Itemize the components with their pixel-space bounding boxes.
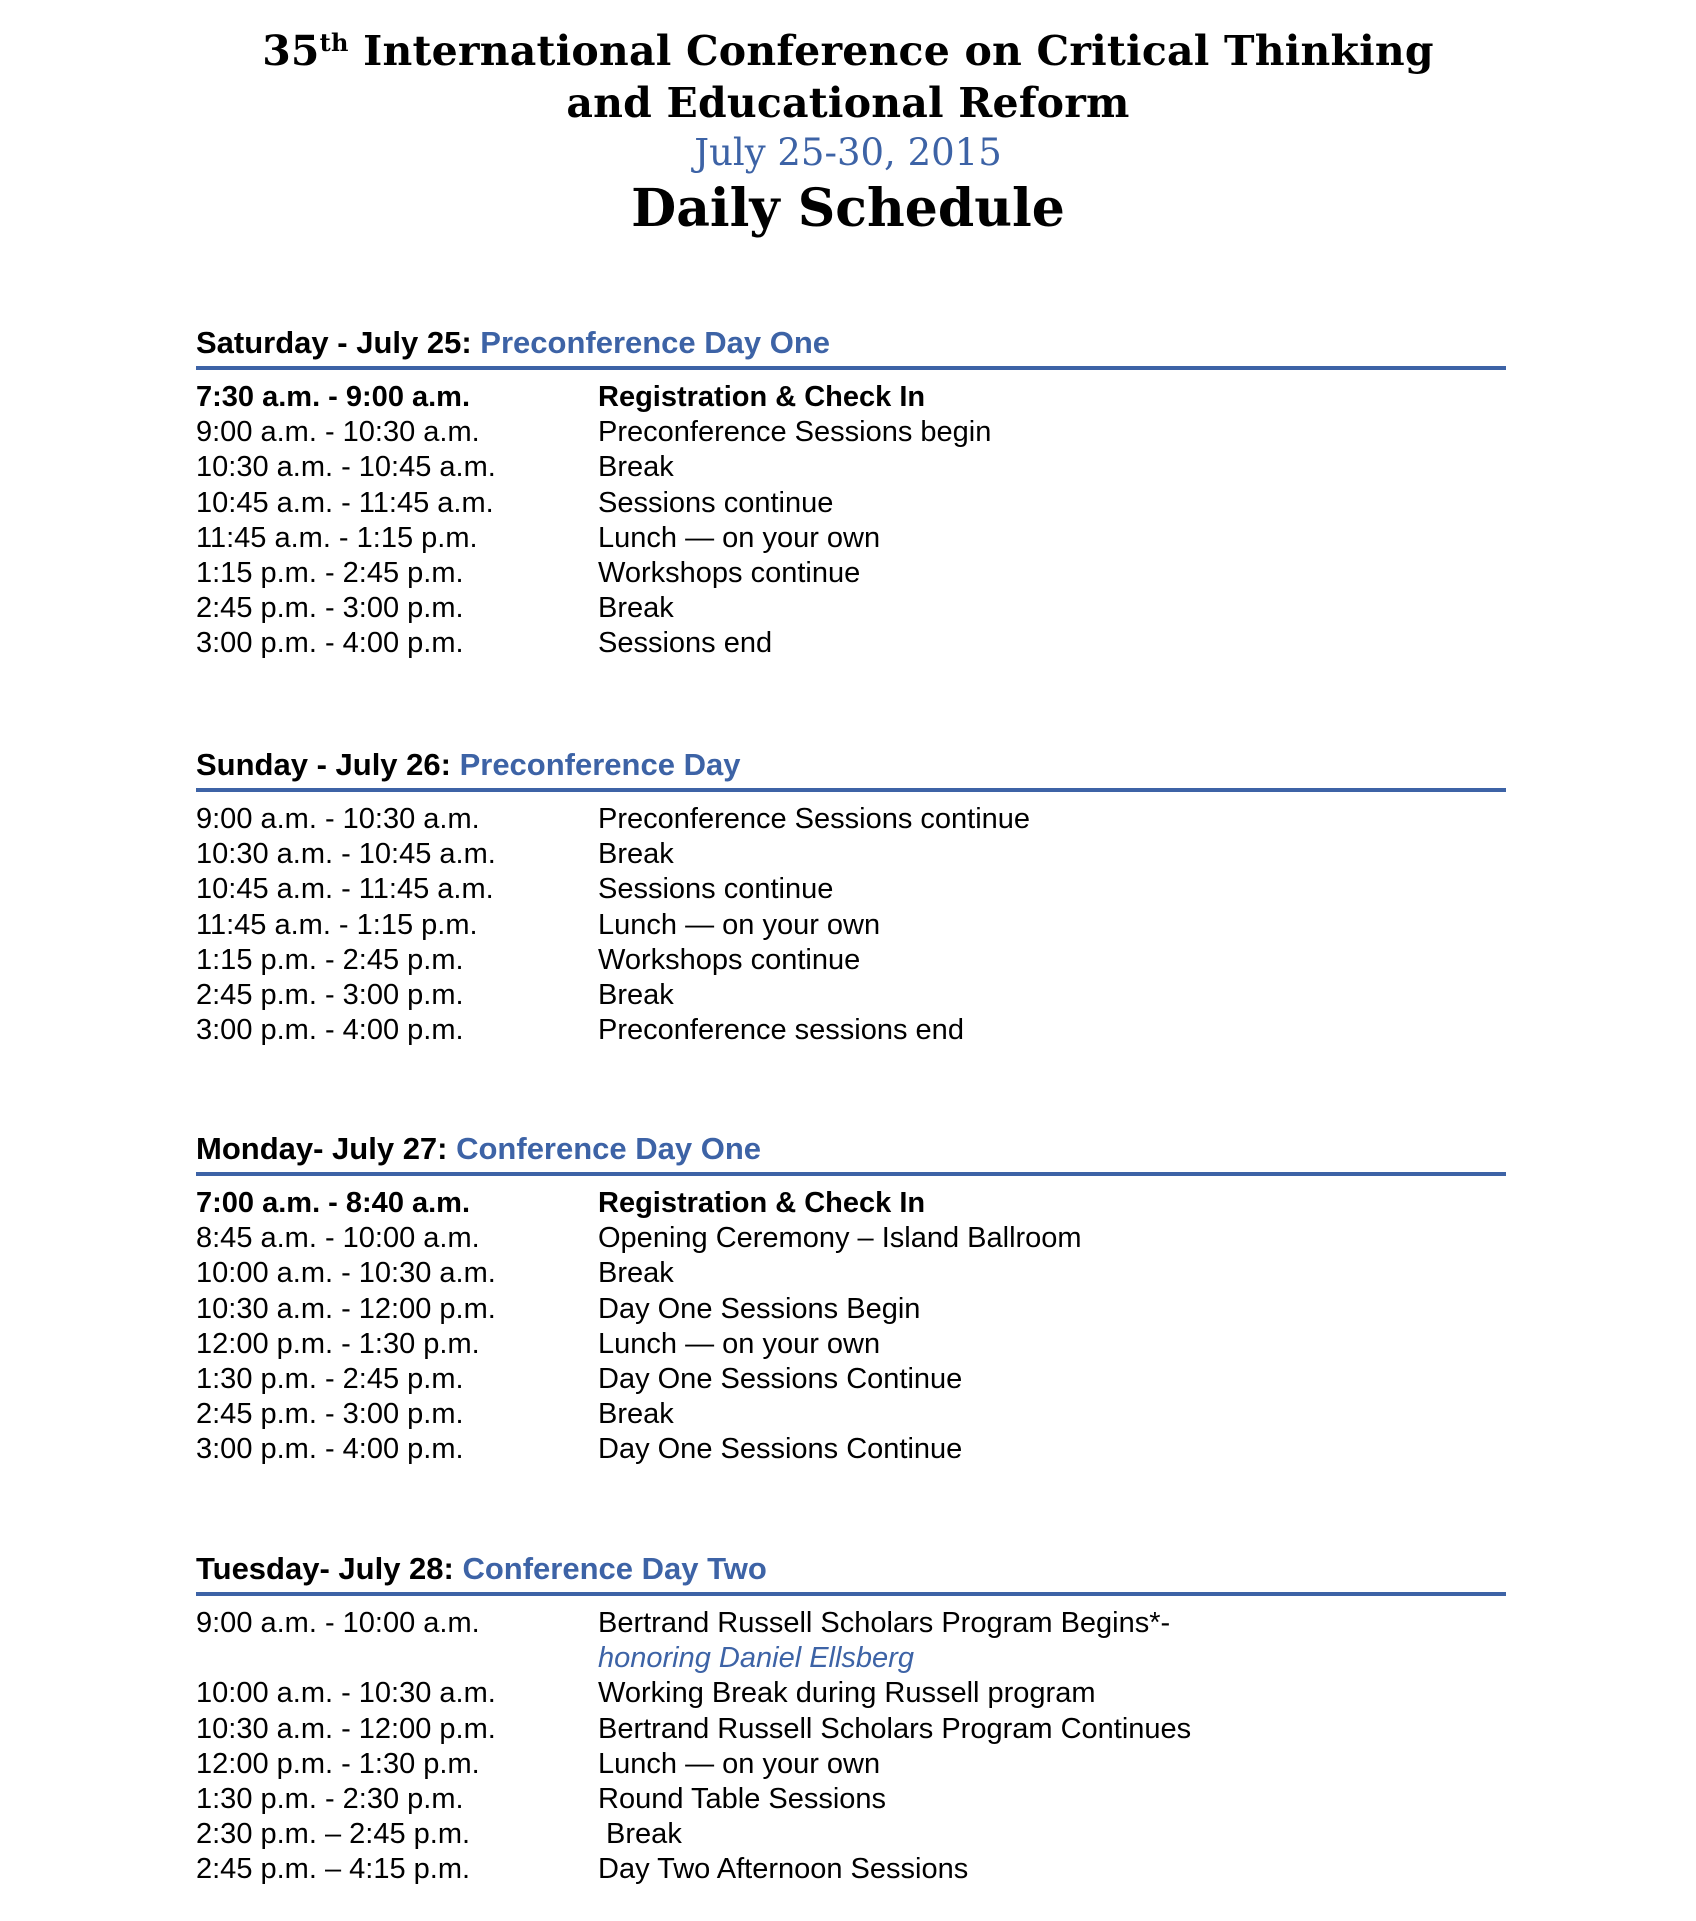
activity: Lunch — on your own xyxy=(598,521,881,554)
day-section-monday xyxy=(196,1130,1506,1468)
schedule-row xyxy=(196,450,1506,485)
schedule-row xyxy=(196,837,1506,872)
activity: Break xyxy=(598,592,674,625)
day-heading xyxy=(196,746,1506,784)
day-section-tuesday xyxy=(196,1550,1506,1888)
time-range: 8:45 a.m. - 10:00 a.m. xyxy=(196,1222,480,1255)
section-divider xyxy=(196,1592,1506,1596)
activity: Lunch — on your own xyxy=(598,1327,881,1360)
section-divider xyxy=(196,1172,1506,1176)
activity: Workshops continue xyxy=(598,557,861,590)
activity: Break xyxy=(598,1398,674,1431)
time-range: 1:15 p.m. - 2:45 p.m. xyxy=(196,943,464,976)
activity: Preconference sessions end xyxy=(598,1014,964,1047)
day-description: Conference Day Two xyxy=(462,1551,767,1586)
schedule-row xyxy=(196,1782,1506,1817)
schedule-row xyxy=(196,626,1506,661)
schedule-row xyxy=(196,1186,1506,1221)
schedule-row xyxy=(196,1327,1506,1362)
schedule-row xyxy=(196,415,1506,450)
time-range: 10:00 a.m. - 10:30 a.m. xyxy=(196,1257,496,1290)
title-line-1-text: International Conference on Critical Thinking xyxy=(348,27,1434,75)
title-ordinal-suffix: th xyxy=(319,28,349,57)
time-range: 9:00 a.m. - 10:00 a.m. xyxy=(196,1607,480,1639)
time-range: 11:45 a.m. - 1:15 p.m. xyxy=(196,908,478,941)
document-header xyxy=(0,25,1696,241)
activity-note: honoring Daniel Ellsberg xyxy=(598,1642,914,1675)
activity: Break xyxy=(598,979,674,1012)
time-range: 3:00 p.m. - 4:00 p.m. xyxy=(196,627,464,660)
time-range: 10:00 a.m. - 10:30 a.m. xyxy=(196,1677,496,1710)
time-range: 1:30 p.m. - 2:45 p.m. xyxy=(196,1363,464,1396)
schedule-row xyxy=(196,872,1506,907)
day-name: Tuesday- July 28: xyxy=(196,1551,463,1586)
activity: Bertrand Russell Scholars Program Continues xyxy=(598,1712,1192,1745)
activity: Preconference Sessions begin xyxy=(598,416,992,449)
schedule-row xyxy=(196,1221,1506,1256)
activity: Registration & Check In xyxy=(598,381,926,413)
schedule-row xyxy=(196,1397,1506,1432)
activity: Break xyxy=(598,451,674,484)
time-range: 3:00 p.m. - 4:00 p.m. xyxy=(196,1014,464,1047)
schedule-row xyxy=(196,1712,1506,1747)
section-divider xyxy=(196,788,1506,792)
day-heading xyxy=(196,1130,1506,1168)
activity: Sessions continue xyxy=(598,486,834,519)
time-range: 10:45 a.m. - 11:45 a.m. xyxy=(196,873,494,906)
activity: Registration & Check In xyxy=(598,1187,926,1219)
time-range: 7:30 a.m. - 9:00 a.m. xyxy=(196,381,471,413)
time-range: 12:00 p.m. - 1:30 p.m. xyxy=(196,1747,480,1780)
conference-title-line-1 xyxy=(0,25,1696,77)
day-name: Monday- July 27: xyxy=(196,1131,457,1166)
day-description: Preconference Day One xyxy=(480,325,831,360)
page-title: Daily Schedule xyxy=(631,178,1065,239)
time-range: 2:45 p.m. - 3:00 p.m. xyxy=(196,592,464,625)
time-range: 10:30 a.m. - 12:00 p.m. xyxy=(196,1712,496,1745)
schedule-row xyxy=(196,1676,1506,1711)
schedule-row xyxy=(196,591,1506,626)
schedule-row xyxy=(196,1292,1506,1327)
time-range: 2:45 p.m. - 3:00 p.m. xyxy=(196,1398,464,1431)
activity: Sessions end xyxy=(598,627,773,660)
time-range: 12:00 p.m. - 1:30 p.m. xyxy=(196,1327,480,1360)
day-section-sunday xyxy=(196,746,1506,1048)
title-number: 35 xyxy=(262,27,320,75)
day-name: Saturday - July 25: xyxy=(196,325,481,360)
activity: Working Break during Russell program xyxy=(598,1677,1096,1710)
time-range: 2:30 p.m. – 2:45 p.m. xyxy=(196,1818,471,1851)
activity: Opening Ceremony – Island Ballroom xyxy=(598,1222,1082,1255)
activity: Workshops continue xyxy=(598,943,861,976)
activity: Break xyxy=(598,1257,674,1290)
schedule-row xyxy=(196,943,1506,978)
schedule-row xyxy=(196,1013,1506,1048)
activity: Day Two Afternoon Sessions xyxy=(598,1853,969,1886)
schedule-row xyxy=(196,1747,1506,1782)
schedule-row xyxy=(196,380,1506,415)
schedule-row xyxy=(196,1852,1506,1887)
time-range: 10:30 a.m. - 10:45 a.m. xyxy=(196,451,496,484)
time-range: 7:00 a.m. - 8:40 a.m. xyxy=(196,1187,471,1219)
activity: Sessions continue xyxy=(598,873,834,906)
schedule-row xyxy=(196,908,1506,943)
time-range: 10:30 a.m. - 12:00 p.m. xyxy=(196,1292,496,1325)
schedule-row xyxy=(196,521,1506,556)
time-range: 11:45 a.m. - 1:15 p.m. xyxy=(196,521,478,554)
schedule-row xyxy=(196,802,1506,837)
schedule-row xyxy=(196,1432,1506,1467)
day-heading xyxy=(196,324,1506,362)
time-range: 1:15 p.m. - 2:45 p.m. xyxy=(196,557,464,590)
day-heading xyxy=(196,1550,1506,1588)
conference-title-line-2: and Educational Reform xyxy=(566,79,1130,127)
schedule-row xyxy=(196,486,1506,521)
activity: Lunch — on your own xyxy=(598,1747,881,1780)
activity: Break xyxy=(598,1818,682,1851)
time-range: 10:30 a.m. - 10:45 a.m. xyxy=(196,838,496,871)
activity xyxy=(598,1606,1506,1676)
day-section-saturday xyxy=(196,324,1506,662)
schedule-row xyxy=(196,978,1506,1013)
conference-dates: July 25-30, 2015 xyxy=(694,131,1002,174)
day-name: Sunday - July 26: xyxy=(196,747,460,782)
schedule-row xyxy=(196,1362,1506,1397)
time-range: 1:30 p.m. - 2:30 p.m. xyxy=(196,1783,464,1816)
activity: Preconference Sessions continue xyxy=(598,803,1031,835)
day-description: Preconference Day xyxy=(459,747,741,782)
time-range: 9:00 a.m. - 10:30 a.m. xyxy=(196,803,480,835)
schedule-row xyxy=(196,1817,1506,1852)
section-divider xyxy=(196,366,1506,370)
time-range: 10:45 a.m. - 11:45 a.m. xyxy=(196,486,494,519)
schedule-row xyxy=(196,1606,1506,1676)
activity-text: Bertrand Russell Scholars Program Begins*- xyxy=(598,1607,1171,1639)
time-range: 2:45 p.m. – 4:15 p.m. xyxy=(196,1853,471,1886)
activity: Lunch — on your own xyxy=(598,908,881,941)
schedule-row xyxy=(196,556,1506,591)
activity: Day One Sessions Begin xyxy=(598,1292,921,1325)
time-range: 3:00 p.m. - 4:00 p.m. xyxy=(196,1433,464,1466)
day-description: Conference Day One xyxy=(456,1131,762,1166)
activity: Round Table Sessions xyxy=(598,1783,887,1816)
activity: Day One Sessions Continue xyxy=(598,1433,963,1466)
activity: Break xyxy=(598,838,674,871)
time-range: 9:00 a.m. - 10:30 a.m. xyxy=(196,416,480,449)
time-range: 2:45 p.m. - 3:00 p.m. xyxy=(196,979,464,1012)
schedule-row xyxy=(196,1256,1506,1291)
activity: Day One Sessions Continue xyxy=(598,1363,963,1396)
